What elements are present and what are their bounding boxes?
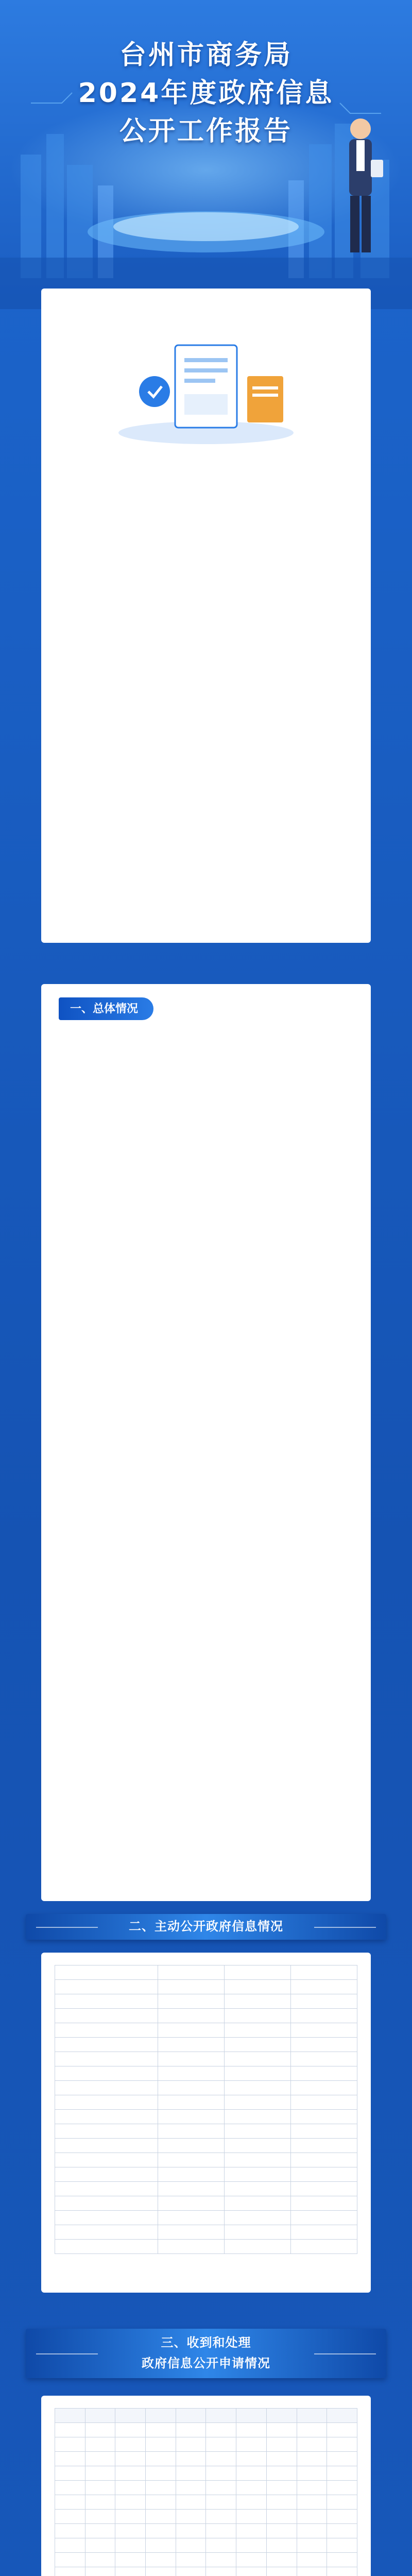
table-row <box>55 2023 357 2038</box>
intro-panel <box>41 289 371 943</box>
table-cell <box>236 2567 267 2576</box>
table-cell <box>236 2466 267 2481</box>
section-overview-panel <box>41 984 371 1901</box>
table-cell <box>85 2423 115 2437</box>
table-cell <box>55 2495 85 2510</box>
table-row <box>55 2510 357 2524</box>
table-row <box>55 2110 357 2124</box>
table-cell <box>297 2481 327 2495</box>
table-cell <box>158 2124 224 2139</box>
applications-table-panel <box>41 2396 371 2576</box>
table-cell <box>158 2182 224 2196</box>
table-cell <box>297 2553 327 2567</box>
table-cell <box>290 2095 357 2110</box>
table-row <box>55 2139 357 2153</box>
table-cell <box>327 2553 357 2567</box>
table-cell <box>327 2538 357 2553</box>
table-cell <box>206 2466 236 2481</box>
section-overview-heading <box>59 997 172 1020</box>
table-row <box>55 2095 357 2110</box>
table-row <box>55 2466 357 2481</box>
table-cell <box>176 2510 206 2524</box>
table-cell <box>297 2567 327 2576</box>
table-cell <box>115 2567 146 2576</box>
table-cell <box>55 2211 158 2225</box>
table-cell <box>176 2538 206 2553</box>
table-cell <box>158 2038 224 2052</box>
table-cell <box>206 2481 236 2495</box>
table-cell <box>146 2524 176 2538</box>
table-cell <box>224 2110 290 2124</box>
table-cell <box>55 2423 85 2437</box>
table-cell <box>158 2110 224 2124</box>
table-cell <box>85 2510 115 2524</box>
table-cell <box>158 2052 224 2066</box>
table-row <box>55 2567 357 2576</box>
table-cell <box>55 2510 85 2524</box>
table-cell <box>55 2009 158 2023</box>
table-header-cell <box>146 2409 176 2423</box>
table-cell <box>290 2153 357 2167</box>
table-cell <box>224 2240 290 2254</box>
table-cell <box>290 2066 357 2081</box>
section-applications-heading-label <box>0 2329 412 2378</box>
table-row <box>55 2437 357 2452</box>
table-cell <box>115 2553 146 2567</box>
table-cell <box>55 2038 158 2052</box>
table-row <box>55 2240 357 2254</box>
table-cell <box>146 2481 176 2495</box>
table-row <box>55 2196 357 2211</box>
table-cell <box>206 2437 236 2452</box>
table-cell <box>206 2538 236 2553</box>
section-overview-heading-label: 一、总体情况 <box>59 997 153 1020</box>
table-cell <box>327 2481 357 2495</box>
table-cell <box>85 2437 115 2452</box>
table-cell <box>297 2495 327 2510</box>
table-row <box>55 1980 357 1994</box>
table-row <box>55 2553 357 2567</box>
table-header-cell <box>327 2409 357 2423</box>
table-cell <box>55 2437 85 2452</box>
table-cell <box>236 2538 267 2553</box>
table-cell <box>297 2510 327 2524</box>
table-cell <box>266 2452 297 2466</box>
table-cell <box>55 2466 85 2481</box>
table-cell <box>158 2009 224 2023</box>
table-cell <box>158 2225 224 2240</box>
table-row <box>55 2452 357 2466</box>
table-cell <box>236 2510 267 2524</box>
table-row <box>55 1994 357 2009</box>
table-row <box>55 2182 357 2196</box>
table-cell <box>146 2437 176 2452</box>
table-cell <box>55 2240 158 2254</box>
table-cell <box>115 2452 146 2466</box>
table-header-cell <box>297 2409 327 2423</box>
table-cell <box>327 2452 357 2466</box>
table-cell <box>115 2481 146 2495</box>
table-cell <box>266 2481 297 2495</box>
table-cell <box>224 2009 290 2023</box>
table-cell <box>176 2481 206 2495</box>
table-row <box>55 1965 357 1980</box>
table-cell <box>55 2452 85 2466</box>
table-cell <box>224 2038 290 2052</box>
table-cell <box>55 2182 158 2196</box>
table-cell <box>176 2423 206 2437</box>
table-cell <box>327 2567 357 2576</box>
table-cell <box>224 2196 290 2211</box>
table-header-cell <box>206 2409 236 2423</box>
subsection-4-title <box>59 1145 353 1156</box>
subsection-4-text <box>59 1159 353 1173</box>
section-proactive-heading <box>0 1909 412 1945</box>
table-cell <box>266 2466 297 2481</box>
table-header-cell <box>55 2409 85 2423</box>
table-cell <box>224 2139 290 2153</box>
subsection-1-text <box>59 1045 353 1058</box>
table-cell <box>146 2466 176 2481</box>
table-cell <box>236 2553 267 2567</box>
table-cell <box>327 2510 357 2524</box>
table-cell <box>55 2225 158 2240</box>
table-cell <box>176 2553 206 2567</box>
table-cell <box>176 2466 206 2481</box>
table-cell <box>85 2567 115 2576</box>
table-cell <box>224 2124 290 2139</box>
table-cell <box>85 2466 115 2481</box>
table-cell <box>55 2124 158 2139</box>
table-cell <box>176 2524 206 2538</box>
table-cell <box>327 2495 357 2510</box>
table-row <box>55 2066 357 2081</box>
document-illustration-icon <box>98 330 314 448</box>
table-cell <box>85 2452 115 2466</box>
subsection-1-title <box>59 1030 353 1042</box>
table-cell <box>290 2110 357 2124</box>
table-cell <box>158 2153 224 2167</box>
table-cell <box>158 2240 224 2254</box>
table-cell <box>224 2066 290 2081</box>
subsection-2-title <box>59 1069 353 1080</box>
table-cell <box>290 2023 357 2038</box>
table-cell <box>85 2553 115 2567</box>
table-cell <box>176 2495 206 2510</box>
table-cell <box>206 2495 236 2510</box>
proactive-disclosure-table-panel <box>41 1953 371 2293</box>
table-row <box>55 2124 357 2139</box>
table-cell <box>146 2553 176 2567</box>
table-cell <box>55 2538 85 2553</box>
table-cell <box>85 2481 115 2495</box>
report-title-line-1: 台州市商务局 <box>119 40 293 71</box>
table-cell <box>158 2167 224 2182</box>
table-cell <box>158 2211 224 2225</box>
table-cell <box>55 1965 158 1980</box>
table-cell <box>176 2452 206 2466</box>
table-cell <box>115 2437 146 2452</box>
table-cell <box>290 2211 357 2225</box>
table-header-cell <box>236 2409 267 2423</box>
table-cell <box>297 2538 327 2553</box>
table-cell <box>290 2009 357 2023</box>
table-row <box>55 2225 357 2240</box>
table-cell <box>224 2182 290 2196</box>
table-cell <box>236 2452 267 2466</box>
table-cell <box>158 1980 224 1994</box>
table-cell <box>158 1965 224 1980</box>
table-cell <box>115 2524 146 2538</box>
table-cell <box>327 2423 357 2437</box>
table-row <box>55 2481 357 2495</box>
table-cell <box>224 1994 290 2009</box>
table-cell <box>85 2524 115 2538</box>
subsection-3-text <box>59 1121 353 1134</box>
table-cell <box>266 2510 297 2524</box>
table-cell <box>290 2081 357 2095</box>
table-cell <box>146 2538 176 2553</box>
table-cell <box>290 1980 357 1994</box>
table-cell <box>115 2510 146 2524</box>
table-cell <box>236 2423 267 2437</box>
table-cell <box>224 1965 290 1980</box>
table-cell <box>206 2553 236 2567</box>
table-cell <box>158 2081 224 2095</box>
table-cell <box>55 2095 158 2110</box>
table-cell <box>85 2495 115 2510</box>
section-proactive-heading-label: 二、主动公开政府信息情况 <box>129 1920 283 1934</box>
section-applications-heading-line-1: 三、收到和处理 <box>161 2336 251 2350</box>
table-cell <box>55 2110 158 2124</box>
table-cell <box>55 2196 158 2211</box>
table-cell <box>290 2124 357 2139</box>
table-header-cell <box>176 2409 206 2423</box>
table-row <box>55 2495 357 2510</box>
table-cell <box>224 2095 290 2110</box>
table-cell <box>297 2423 327 2437</box>
subsection-5-text <box>59 1197 353 1211</box>
table-cell <box>236 2495 267 2510</box>
table-cell <box>327 2524 357 2538</box>
table-cell <box>290 1994 357 2009</box>
table-cell <box>290 2167 357 2182</box>
table-header-cell <box>266 2409 297 2423</box>
report-title-line-3: 公开工作报告 <box>119 116 293 147</box>
table-cell <box>115 2423 146 2437</box>
table-cell <box>55 2567 85 2576</box>
table-cell <box>266 2567 297 2576</box>
section-applications-heading <box>0 2324 412 2385</box>
table-cell <box>290 2196 357 2211</box>
table-cell <box>158 1994 224 2009</box>
table-cell <box>115 2466 146 2481</box>
table-cell <box>236 2481 267 2495</box>
table-cell <box>55 1980 158 1994</box>
intro-paragraph-1 <box>59 303 353 316</box>
table-cell <box>206 2452 236 2466</box>
table-cell <box>224 2153 290 2167</box>
businessman-figure-icon <box>330 108 391 263</box>
proactive-disclosure-table <box>55 1965 357 2254</box>
table-cell <box>290 2038 357 2052</box>
table-cell <box>297 2437 327 2452</box>
table-cell <box>158 2196 224 2211</box>
table-cell <box>224 2211 290 2225</box>
table-cell <box>290 2240 357 2254</box>
table-cell <box>297 2466 327 2481</box>
section-applications-heading-line-2: 政府信息公开申请情况 <box>142 2357 270 2370</box>
table-cell <box>266 2553 297 2567</box>
table-cell <box>146 2423 176 2437</box>
table-cell <box>55 2153 158 2167</box>
table-cell <box>55 2023 158 2038</box>
table-cell <box>224 2052 290 2066</box>
table-cell <box>158 2139 224 2153</box>
table-cell <box>55 2052 158 2066</box>
table-cell <box>224 2023 290 2038</box>
table-cell <box>55 1994 158 2009</box>
table-row <box>55 2009 357 2023</box>
table-cell <box>146 2567 176 2576</box>
table-row <box>55 2038 357 2052</box>
table-cell <box>224 2167 290 2182</box>
table-row <box>55 2538 357 2553</box>
table-cell <box>290 1965 357 1980</box>
table-cell <box>206 2510 236 2524</box>
table-row <box>55 2524 357 2538</box>
table-cell <box>55 2139 158 2153</box>
table-cell <box>236 2524 267 2538</box>
table-cell <box>236 2437 267 2452</box>
section-overview-closing <box>59 1213 353 1226</box>
table-cell <box>327 2466 357 2481</box>
table-cell <box>55 2524 85 2538</box>
table-row <box>55 2211 357 2225</box>
applications-table <box>55 2408 357 2576</box>
table-cell <box>158 2066 224 2081</box>
table-cell <box>327 2437 357 2452</box>
table-cell <box>297 2524 327 2538</box>
intro-paragraph-2 <box>59 460 353 473</box>
table-cell <box>224 2225 290 2240</box>
table-cell <box>224 2081 290 2095</box>
table-cell <box>55 2081 158 2095</box>
table-cell <box>290 2052 357 2066</box>
table-cell <box>115 2538 146 2553</box>
table-cell <box>176 2437 206 2452</box>
hero-banner <box>0 0 412 309</box>
subsection-2-text <box>59 1083 353 1096</box>
table-cell <box>297 2452 327 2466</box>
table-row <box>55 2153 357 2167</box>
table-header-cell <box>85 2409 115 2423</box>
report-title-line-2: 2024年度政府信息 <box>78 78 334 109</box>
table-cell <box>55 2167 158 2182</box>
table-cell <box>266 2495 297 2510</box>
table-cell <box>290 2182 357 2196</box>
table-cell <box>206 2423 236 2437</box>
table-row <box>55 2052 357 2066</box>
table-cell <box>85 2538 115 2553</box>
table-cell <box>115 2495 146 2510</box>
table-row <box>55 2167 357 2182</box>
table-cell <box>206 2567 236 2576</box>
subsection-5-title <box>59 1183 353 1194</box>
table-cell <box>206 2524 236 2538</box>
table-row <box>55 2081 357 2095</box>
table-cell <box>55 2553 85 2567</box>
subsection-3-title <box>59 1107 353 1118</box>
table-cell <box>158 2095 224 2110</box>
table-row <box>55 2423 357 2437</box>
table-cell <box>158 2023 224 2038</box>
table-cell <box>266 2437 297 2452</box>
table-header-cell <box>115 2409 146 2423</box>
table-cell <box>224 1980 290 1994</box>
table-cell <box>176 2567 206 2576</box>
table-cell <box>55 2066 158 2081</box>
table-cell <box>290 2139 357 2153</box>
table-cell <box>266 2524 297 2538</box>
table-cell <box>290 2225 357 2240</box>
table-cell <box>55 2481 85 2495</box>
table-cell <box>266 2538 297 2553</box>
table-cell <box>146 2452 176 2466</box>
table-cell <box>146 2510 176 2524</box>
table-cell <box>266 2423 297 2437</box>
table-cell <box>146 2495 176 2510</box>
